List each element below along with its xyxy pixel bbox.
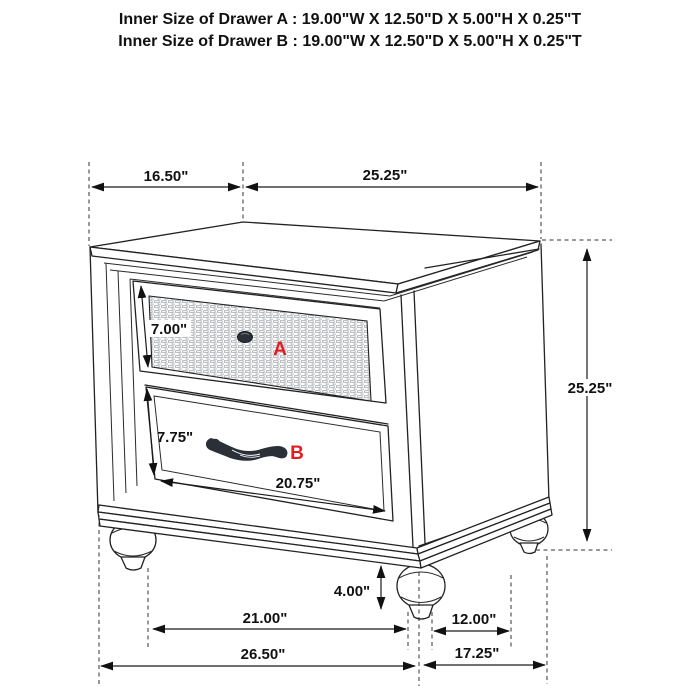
dim-leg-height [334, 566, 381, 609]
dim-leg-height-value: 4.00" [333, 583, 371, 600]
dim-overall-height-value: 25.25" [567, 380, 613, 397]
header-line-2: Inner Size of Drawer B : 19.00"W X 12.50"D X 5.00"H X 0.25"T [118, 33, 582, 50]
nightstand-drawing [90, 222, 552, 619]
dim-overall-width [101, 646, 415, 666]
drawer-a-label: A [273, 339, 287, 360]
drawer-a [133, 281, 386, 403]
dim-front-leg-spacing-value: 21.00" [242, 610, 288, 627]
dim-side-leg-spacing [434, 611, 509, 631]
dim-front-leg-spacing [153, 610, 406, 629]
dim-overall-depth [424, 645, 545, 665]
dim-drawer-b-width-value: 20.75" [275, 475, 321, 492]
header-line-1: Inner Size of Drawer A : 19.00"W X 12.50"D X 5.00"H X 0.25"T [118, 11, 582, 28]
dim-side-leg-spacing-value: 12.00" [451, 611, 497, 628]
front-right-leg [397, 564, 445, 619]
drawer-b [146, 387, 393, 521]
dim-drawer-b-height-value: 7.75" [156, 429, 194, 446]
dim-top-depth-value: 16.50" [143, 168, 189, 185]
dim-top-width-value: 25.25" [362, 167, 408, 184]
dim-overall-depth-value: 17.25" [454, 645, 500, 662]
header [118, 11, 582, 50]
drawer-b-label: B [290, 443, 304, 464]
drawer-a-knob [238, 332, 253, 343]
dim-overall-width-value: 26.50" [240, 646, 286, 663]
dim-top-width [246, 167, 538, 187]
dim-drawer-a-height-value: 7.00" [150, 321, 188, 338]
